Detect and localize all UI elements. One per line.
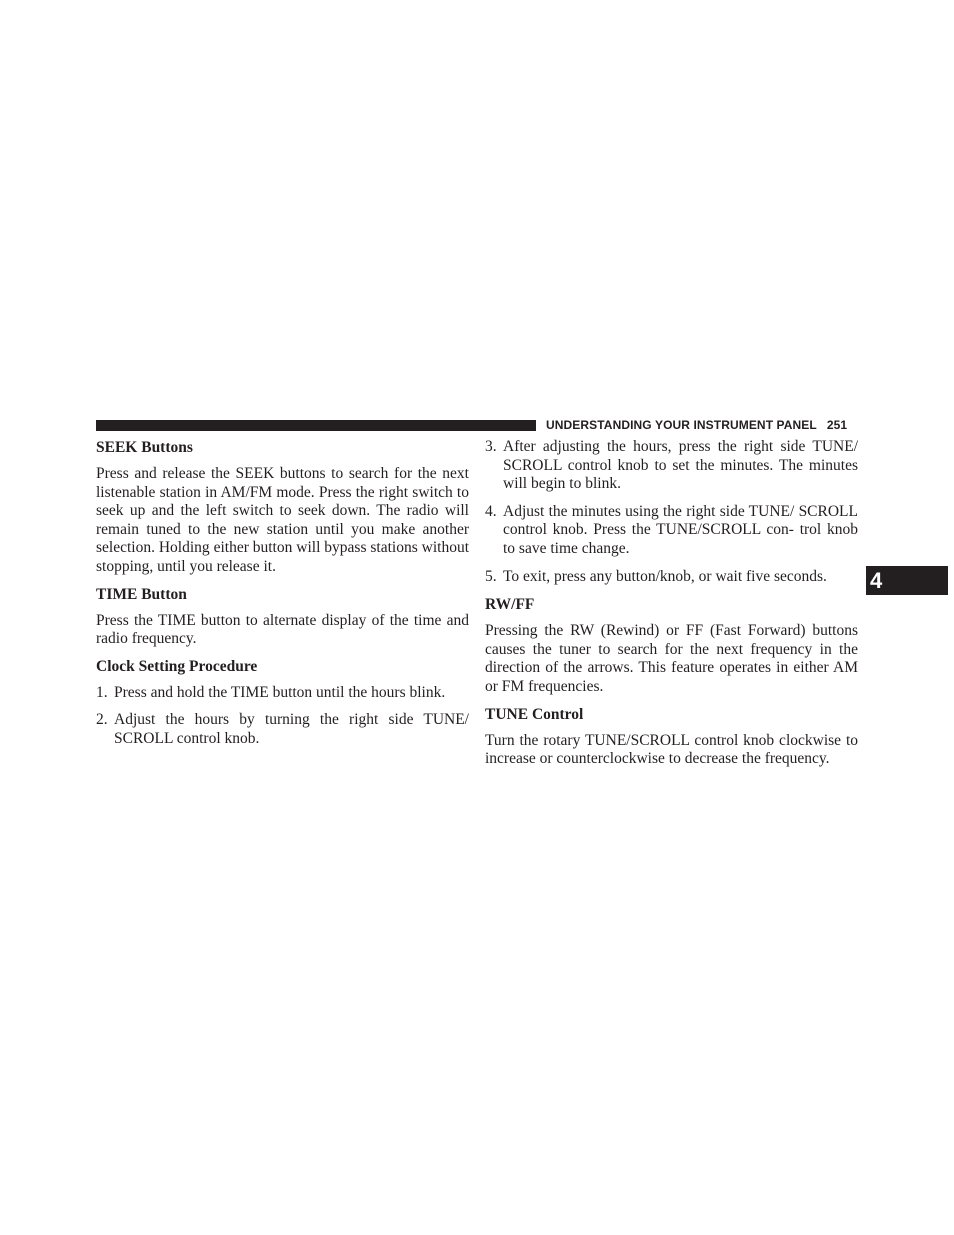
time-body: Press the TIME button to alternate display of the time and radio frequency. xyxy=(96,611,469,648)
clock-steps-list xyxy=(96,684,469,749)
list-item xyxy=(96,711,469,748)
step-text: Press and hold the TIME button until the hours blink. xyxy=(114,683,446,701)
step-text: After adjusting the hours, press the right side TUNE/ SCROLL control knob to set the minutes. The minutes will begin to blink. xyxy=(503,438,858,493)
seek-heading: SEEK Buttons xyxy=(96,439,193,456)
step-number: 2. xyxy=(96,711,108,729)
step-number: 1. xyxy=(96,683,108,701)
clock-steps-continued xyxy=(485,438,858,586)
seek-body: Press and release the SEEK buttons to search for the next listenable station in AM/FM mode. Press the right switch to seek up and the left switch to seek down. The radio will remain tuned to the new station until you make another selection. Holding either button will bypass stations without stopping, until you release it. xyxy=(96,465,469,575)
running-header xyxy=(546,416,858,434)
header-rule xyxy=(96,420,536,431)
rwff-heading: RW/FF xyxy=(485,596,535,614)
step-text: To exit, press any button/knob, or wait five seconds. xyxy=(503,567,827,585)
step-text: Adjust the hours by turning the right side TUNE/ SCROLL control knob. xyxy=(114,711,469,747)
tune-body: Turn the rotary TUNE/SCROLL control knob clockwise to increase or counterclockwise to decrease the frequency. xyxy=(485,731,858,768)
step-number: 3. xyxy=(485,438,497,455)
right-column xyxy=(485,438,858,777)
step-number: 4. xyxy=(485,502,497,520)
chapter-tab: 4 xyxy=(866,566,948,595)
list-item xyxy=(96,684,469,703)
step-text: Adjust the minutes using the right side TUNE/ SCROLL control knob. Press the TUNE/SCROLL con- trol knob to save time change. xyxy=(503,502,858,557)
rwff-body: Pressing the RW (Rewind) or FF (Fast Forward) buttons causes the tuner to search for the next frequency in the direction of the arrows. This feature operates in either AM or FM frequencies. xyxy=(485,622,858,695)
page-number: 251 xyxy=(826,418,848,432)
tune-heading: TUNE Control xyxy=(485,705,584,723)
header-title: UNDERSTANDING YOUR INSTRUMENT PANEL xyxy=(546,418,817,432)
left-column xyxy=(96,438,469,758)
list-item xyxy=(485,568,858,587)
time-heading: TIME Button xyxy=(96,585,187,603)
list-item xyxy=(485,438,858,494)
step-number: 5. xyxy=(485,567,497,585)
list-item xyxy=(485,503,858,559)
clock-heading: Clock Setting Procedure xyxy=(96,657,258,675)
